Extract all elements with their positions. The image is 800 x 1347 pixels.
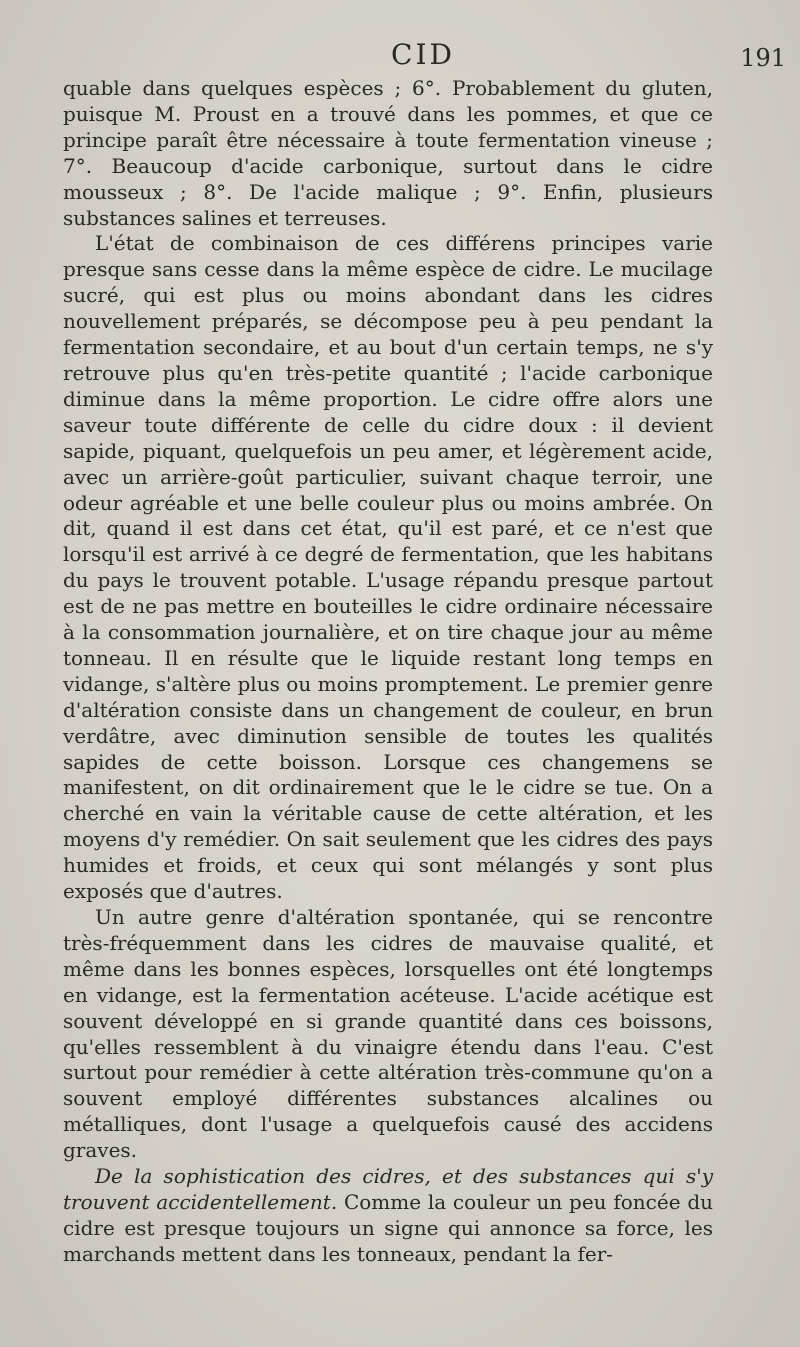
paragraph-1: quable dans quelques espèces ; 6°. Probablement du gluten, puisque M. Proust en a trouvé dans les pommes, et que ce principe paraît être nécessaire à toute fermentation vineuse ; 7°. Beaucoup d'acide carbonique, surtout dans le cidre mousseux ; 8°. De l'acide malique ; 9°. Enfin, plusieurs substances salines et terreuses. (63, 76, 713, 230)
body-text (63, 76, 713, 1268)
paragraph-3: Un autre genre d'altération spontanée, qui se rencontre très-fréquemment dans les cidres de mauvaise qualité, et même dans les bonnes espèces, lorsquelles ont été longtemps en vidange, est la fermentation acéteuse. L'acide acétique est souvent développé en si grande quantité dans ces boissons, qu'elles ressemblent à du vinaigre étendu dans l'eau. C'est surtout pour remédier à cette altération très-commune qu'on a souvent employé différentes substances alcalines ou métalliques, dont l'usage a quelquefois causé des accidens graves. (63, 905, 713, 1163)
page-number: 191 (740, 44, 786, 72)
paragraph-4 (63, 1164, 713, 1268)
section-heading-italic: De la sophistication des cidres, et des substances qui s'y trouvent accidentellement. (63, 1164, 713, 1214)
page-header (60, 38, 786, 78)
paragraph-2: L'état de combinaison de ces différens principes varie presque sans cesse dans la même espèce de cidre. Le mucilage sucré, qui est plus ou moins abondant dans les cidres nouvellement préparés, se décompose peu à peu pendant la fermentation secondaire, et au bout d'un certain temps, ne s'y retrouve plus qu'en très-petite quantité ; l'acide carbonique diminue dans la même proportion. Le cidre offre alors une saveur toute différente de celle du cidre doux : il devient sapide, piquant, quelquefois un peu amer, et légèrement acide, avec un arrière-goût particulier, suivant chaque terroir, une odeur agréable et une belle couleur plus ou moins ambrée. On dit, quand il est dans cet état, qu'il est paré, et ce n'est que lorsqu'il est arrivé à ce degré de fermentation, que les habitans du pays le trouvent potable. L'usage répandu presque partout est de ne pas mettre en bouteilles le cidre ordinaire nécessaire à la consommation journalière, et on tire chaque jour au même tonneau. Il en résulte que le liquide restant long temps en vidange, s'altère plus ou moins promptement. Le premier genre d'altération consiste dans un changement de couleur, en brun verdâtre, avec diminution sensible de toutes les qualités sapides de cette boisson. Lorsque ces changemens se manifestent, on dit ordinairement que le le cidre se tue. On a cherché en vain la véritable cause de cette altération, et les moyens d'y remédier. On sait seulement que les cidres des pays humides et froids, et ceux qui sont mélangés y sont plus exposés que d'autres. (63, 231, 713, 904)
paragraph-4-text: Comme la couleur un peu foncée du cidre est presque toujours un signe qui annonce sa force, les marchands mettent dans les tonneaux, pendant la fer- (63, 1189, 714, 1266)
running-head: CID (391, 38, 455, 71)
